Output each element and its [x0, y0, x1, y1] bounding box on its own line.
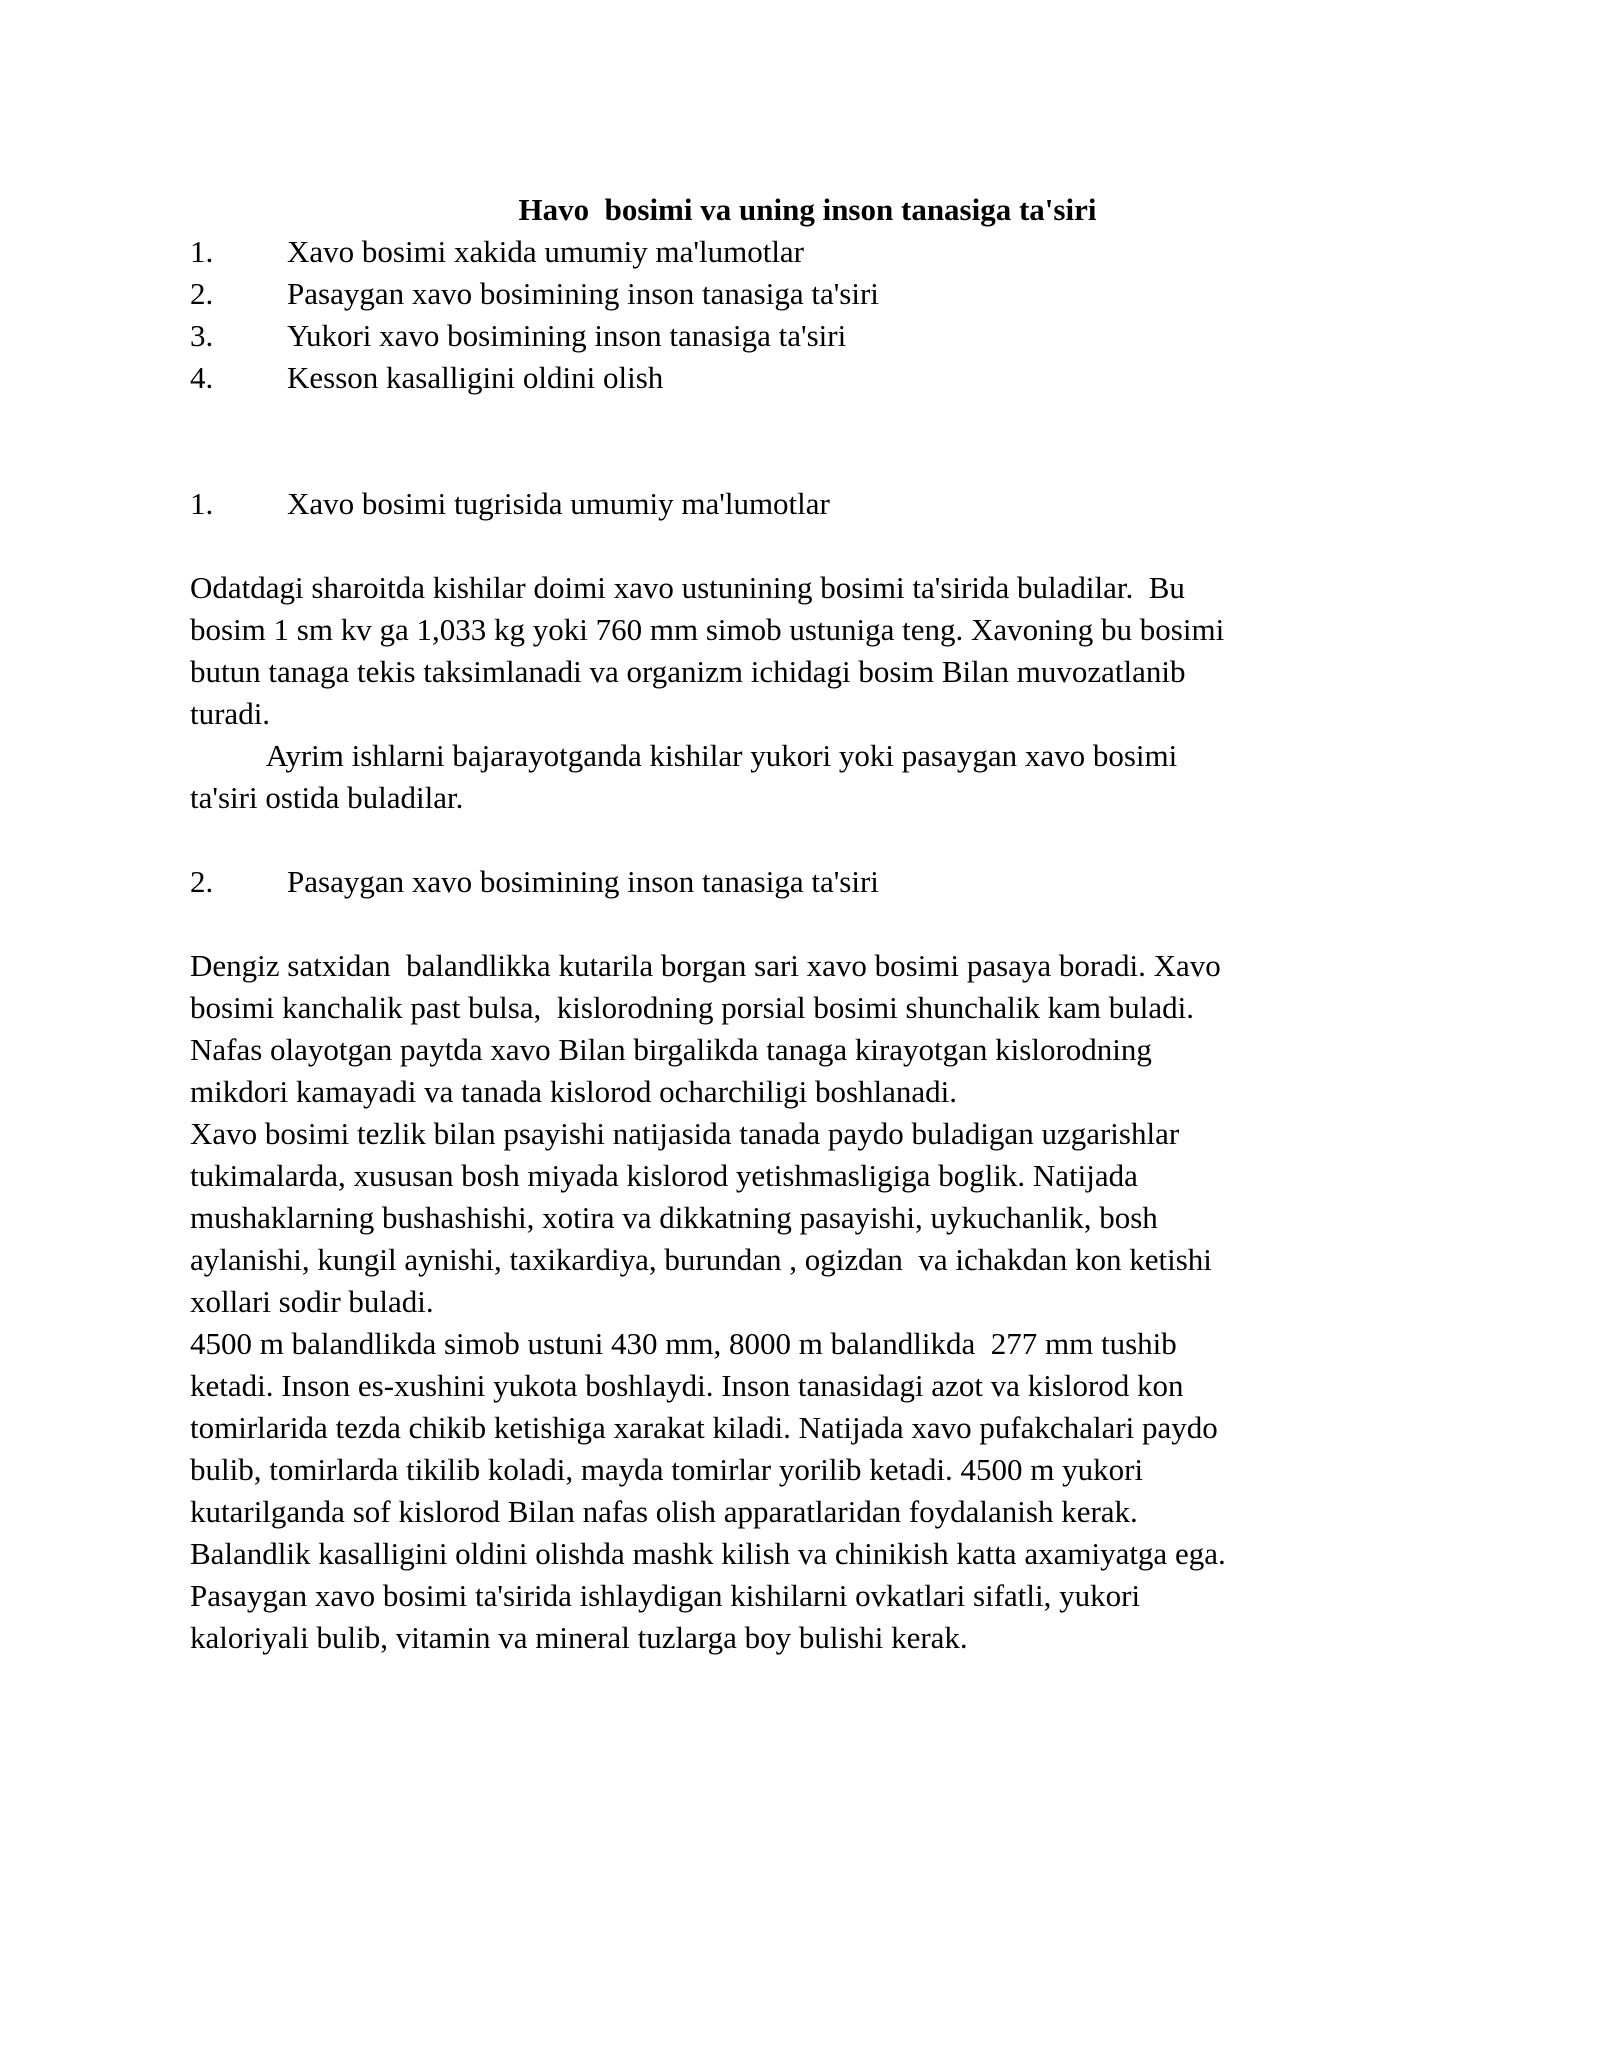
toc-item-label: Xavo bosimi xakida umumiy ma'lumotlar [287, 234, 805, 269]
text-line: mushaklarning bushashishi, xotira va dikkatning pasayishi, uykuchanlik, bosh [190, 1200, 1158, 1235]
text-line: xollari sodir buladi. [190, 1284, 434, 1319]
text-line: Nafas olayotgan paytda xavo Bilan birgalikda tanaga kirayotgan kislorodning [190, 1032, 1152, 1067]
text-line: 4500 m balandlikda simob ustuni 430 mm, 8000 m balandlikda 277 mm tushib [190, 1326, 1177, 1361]
section-heading-label: Xavo bosimi tugrisida umumiy ma'lumotlar [287, 486, 830, 521]
section-paragraph [190, 567, 1600, 819]
toc-item [190, 315, 1600, 357]
toc-item-number: 2. [190, 276, 214, 311]
text-line: aylanishi, kungil aynishi, taxikardiya, burundan , ogizdan va ichakdan kon ketishi [190, 1242, 1212, 1277]
section-heading-label: Pasaygan xavo bosimining inson tanasiga ta'siri [287, 864, 879, 899]
text-line: ketadi. Inson es-xushini yukota boshlaydi. Inson tanasidagi azot va kislorod kon [190, 1368, 1184, 1403]
toc-item-label: Kesson kasalligini oldini olish [287, 360, 664, 395]
text-line: ta'siri ostida buladilar. [190, 780, 464, 815]
text-line: Odatdagi sharoitda kishilar doimi xavo ustunining bosimi ta'sirida buladilar. Bu [190, 570, 1185, 605]
text-line: Pasaygan xavo bosimi ta'sirida ishlaydigan kishilarni ovkatlari sifatli, yukori [190, 1578, 1141, 1613]
section-heading [190, 483, 1600, 525]
text-line: mikdori kamayadi va tanada kislorod ocharchiligi boshlanadi. [190, 1074, 958, 1109]
sections [190, 483, 1600, 1659]
section-paragraph [190, 945, 1600, 1659]
toc [190, 231, 1600, 399]
text-line: bulib, tomirlarda tikilib koladi, mayda tomirlar yorilib ketadi. 4500 m yukori [190, 1452, 1144, 1487]
toc-item [190, 357, 1600, 399]
document-title: Havo bosimi va uning inson tanasiga ta'siri [518, 192, 1097, 227]
text-line: Xavo bosimi tezlik bilan psayishi natijasida tanada paydo buladigan uzgarishlar [190, 1116, 1180, 1151]
toc-item [190, 273, 1600, 315]
toc-item-number: 4. [190, 360, 214, 395]
text-line: tomirlarida tezda chikib ketishiga xarakat kiladi. Natijada xavo pufakchalari paydo [190, 1410, 1218, 1445]
section-heading-number: 2. [190, 864, 214, 899]
toc-item [190, 231, 1600, 273]
toc-item-number: 3. [190, 318, 214, 353]
text-line: tukimalarda, xususan bosh miyada kislorod yetishmasligiga boglik. Natijada [190, 1158, 1138, 1193]
text-line: butun tanaga tekis taksimlanadi va organizm ichidagi bosim Bilan muvozatlanib [190, 654, 1186, 689]
section [190, 483, 1600, 819]
toc-item-label: Yukori xavo bosimining inson tanasiga ta'siri [287, 318, 847, 353]
section-heading [190, 861, 1600, 903]
text-line: Balandlik kasalligini oldini olishda mashk kilish va chinikish katta axamiyatga ega. [190, 1536, 1226, 1571]
text-line: Ayrim ishlarni bajarayotganda kishilar yukori yoki pasaygan xavo bosimi [190, 738, 1178, 773]
section [190, 861, 1600, 1659]
text-line: kutarilganda sof kislorod Bilan nafas olish apparatlaridan foydalanish kerak. [190, 1494, 1138, 1529]
toc-item-label: Pasaygan xavo bosimining inson tanasiga ta'siri [287, 276, 879, 311]
text-line: bosimi kanchalik past bulsa, kislorodning porsial bosimi shunchalik kam buladi. [190, 990, 1194, 1025]
text-line: bosim 1 sm kv ga 1,033 kg yoki 760 mm simob ustuniga teng. Xavoning bu bosimi [190, 612, 1225, 647]
text-line: Dengiz satxidan balandlikka kutarila borgan sari xavo bosimi pasaya boradi. Xavo [190, 948, 1221, 983]
text-line: kaloriyali bulib, vitamin va mineral tuzlarga boy bulishi kerak. [190, 1620, 968, 1655]
text-line: turadi. [190, 696, 271, 731]
toc-item-number: 1. [190, 234, 214, 269]
section-heading-number: 1. [190, 486, 214, 521]
